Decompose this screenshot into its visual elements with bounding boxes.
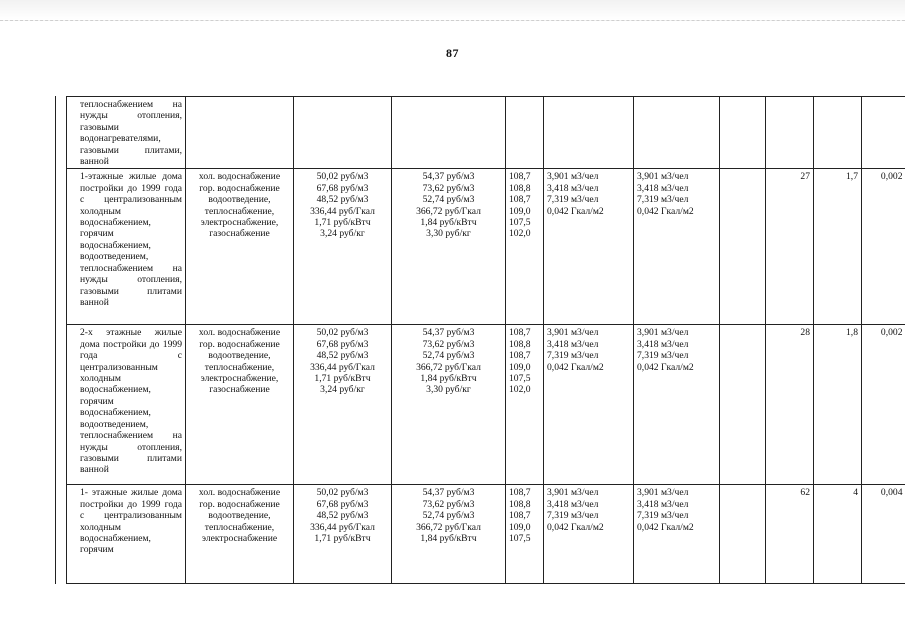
indices-cell	[506, 169, 544, 325]
tariffs-current-line: 67,68 руб/м3	[316, 338, 369, 350]
tariffs-new-line: 1,84 руб/кВтч	[420, 373, 477, 385]
table-row	[67, 169, 905, 325]
tariffs-current-line: 336,44 руб/Гкал	[310, 361, 375, 373]
tariffs-current-line: 48,52 руб/м3	[316, 350, 369, 362]
tariffs-current-line: 67,68 руб/м3	[316, 182, 369, 194]
norms-new-line: 3,901 м3/чел	[637, 327, 689, 339]
norms-new-cell	[634, 169, 720, 325]
services-line: хол. водоснабжение	[198, 327, 281, 339]
value-cell-a	[720, 169, 766, 325]
norms-current-cell	[544, 325, 634, 485]
tariffs-new-line: 3,30 руб/кг	[426, 384, 471, 396]
indices-line: 108,8	[509, 182, 531, 194]
norms-new-line: 7,319 м3/чел	[637, 350, 689, 362]
value-cell-d: 0,002	[862, 325, 905, 485]
tariffs-new-line: 52,74 руб/м3	[422, 194, 475, 206]
services-line: водоотведение,	[208, 194, 271, 206]
tariffs-new-line: 366,72 руб/Гкал	[416, 205, 481, 217]
norms-current-line: 3,418 м3/чел	[547, 498, 599, 510]
norms-current-line: 0,042 Гкал/м2	[547, 205, 604, 217]
services-cell	[186, 485, 294, 584]
value-cell-c: 1,7	[814, 169, 862, 325]
housing-description-cell: 1-этажные жилые дома постройки до 1999 года с централизованным холодным водоснабжением, горячим водоснабжением, водоотведением, теплоснабжением на нужды отопления, газовыми плитами ванной	[67, 169, 186, 325]
housing-description-cell: 2-х этажные жилые дома постройки до 1999 года с централизованным холодным водоснабжением, горячим водоснабжением, водоотведением, теплоснабжением на нужды отопления, газовыми плитами ванной	[67, 325, 186, 485]
tariffs-new-line: 1,84 руб/кВтч	[420, 217, 477, 229]
continuation-description-cell: теплоснабжением на нужды отопления, газовыми водонагревателями, газовыми плитами, ванной	[67, 97, 186, 169]
tariffs-new-line: 73,62 руб/м3	[422, 182, 475, 194]
table-frame-left-line	[55, 96, 56, 584]
tariffs-current-line: 50,02 руб/м3	[316, 171, 369, 183]
norms-current-line: 0,042 Гкал/м2	[547, 361, 604, 373]
tariffs-current-line: 1,71 руб/кВтч	[314, 373, 371, 385]
norms-current-line: 3,901 м3/чел	[547, 487, 599, 499]
indices-line: 107,5	[509, 533, 531, 545]
norms-new-line: 3,418 м3/чел	[637, 182, 689, 194]
tariffs-current-line: 336,44 руб/Гкал	[310, 521, 375, 533]
services-line: электроснабжение	[201, 533, 278, 545]
tariffs-new-line: 54,37 руб/м3	[422, 171, 475, 183]
norms-current-cell	[544, 485, 634, 584]
tariffs-current-line: 48,52 руб/м3	[316, 194, 369, 206]
tariffs-new-line: 54,37 руб/м3	[422, 487, 475, 499]
tariffs-new-line: 52,74 руб/м3	[422, 350, 475, 362]
tariffs-new-line: 73,62 руб/м3	[422, 498, 475, 510]
tariffs-new-line: 1,84 руб/кВтч	[420, 533, 477, 545]
services-line: водоотведение,	[208, 350, 271, 362]
tariffs-new-line: 73,62 руб/м3	[422, 338, 475, 350]
indices-line: 108,7	[509, 171, 531, 183]
services-line: водоотведение,	[208, 510, 271, 522]
empty-cell	[862, 97, 905, 169]
services-line: гор. водоснабжение	[199, 182, 280, 194]
norms-new-line: 3,901 м3/чел	[637, 171, 689, 183]
value-cell-b: 62	[766, 485, 814, 584]
value-cell-c: 4	[814, 485, 862, 584]
norms-new-line: 0,042 Гкал/м2	[637, 205, 694, 217]
table-row-continuation	[67, 97, 905, 169]
services-line: газоснабжение	[209, 384, 270, 396]
indices-line: 102,0	[509, 384, 531, 396]
norms-new-line: 7,319 м3/чел	[637, 510, 689, 522]
value-cell-b: 27	[766, 169, 814, 325]
empty-cell	[186, 97, 294, 169]
indices-line: 109,0	[509, 521, 531, 533]
services-line: электроснабжение,	[200, 373, 279, 385]
indices-line: 102,0	[509, 228, 531, 240]
housing-description-cell: 1- этажные жилые дома постройки до 1999 года с централизованным холодным водоснабжением, горячим	[67, 485, 186, 584]
table-row	[67, 485, 905, 584]
indices-line: 108,7	[509, 487, 531, 499]
tariffs-current-line: 3,24 руб/кг	[320, 384, 365, 396]
tariff-table	[66, 96, 905, 584]
tariffs-current-line: 67,68 руб/м3	[316, 498, 369, 510]
indices-line: 108,8	[509, 338, 531, 350]
tariffs-current-line: 3,24 руб/кг	[320, 228, 365, 240]
indices-line: 108,8	[509, 498, 531, 510]
services-cell	[186, 169, 294, 325]
services-line: хол. водоснабжение	[198, 487, 281, 499]
indices-line: 108,7	[509, 350, 531, 362]
empty-cell	[392, 97, 506, 169]
norms-new-line: 3,418 м3/чел	[637, 498, 689, 510]
indices-line: 109,0	[509, 361, 531, 373]
tariffs-current-cell	[294, 485, 392, 584]
tariffs-current-cell	[294, 325, 392, 485]
empty-cell	[766, 97, 814, 169]
page-number: 87	[446, 46, 459, 60]
value-cell-d: 0,002	[862, 169, 905, 325]
norms-new-line: 0,042 Гкал/м2	[637, 521, 694, 533]
empty-cell	[814, 97, 862, 169]
indices-line: 107,5	[509, 217, 531, 229]
value-cell-b: 28	[766, 325, 814, 485]
norms-current-line: 7,319 м3/чел	[547, 350, 599, 362]
tariffs-current-line: 50,02 руб/м3	[316, 487, 369, 499]
value-cell-a	[720, 325, 766, 485]
norms-current-line: 0,042 Гкал/м2	[547, 521, 604, 533]
empty-cell	[720, 97, 766, 169]
indices-cell	[506, 485, 544, 584]
norms-new-line: 3,901 м3/чел	[637, 487, 689, 499]
tariffs-new-line: 54,37 руб/м3	[422, 327, 475, 339]
empty-cell	[506, 97, 544, 169]
indices-line: 107,5	[509, 373, 531, 385]
services-line: гор. водоснабжение	[199, 338, 280, 350]
tariffs-new-line: 3,30 руб/кг	[426, 228, 471, 240]
norms-current-line: 7,319 м3/чел	[547, 510, 599, 522]
empty-cell	[634, 97, 720, 169]
norms-new-cell	[634, 325, 720, 485]
tariffs-current-line: 50,02 руб/м3	[316, 327, 369, 339]
tariffs-new-line: 52,74 руб/м3	[422, 510, 475, 522]
value-cell-d: 0,004	[862, 485, 905, 584]
norms-new-line: 7,319 м3/чел	[637, 194, 689, 206]
tariffs-new-cell	[392, 325, 506, 485]
norms-new-cell	[634, 485, 720, 584]
tariffs-new-cell	[392, 485, 506, 584]
tariffs-current-line: 1,71 руб/кВтч	[314, 217, 371, 229]
services-line: газоснабжение	[209, 228, 270, 240]
services-line: теплоснабжение,	[204, 521, 275, 533]
tariffs-new-line: 366,72 руб/Гкал	[416, 521, 481, 533]
norms-current-line: 3,418 м3/чел	[547, 182, 599, 194]
scan-top-edge	[0, 0, 905, 21]
services-cell	[186, 325, 294, 485]
indices-line: 109,0	[509, 205, 531, 217]
norms-current-line: 3,901 м3/чел	[547, 171, 599, 183]
services-line: гор. водоснабжение	[199, 498, 280, 510]
indices-cell	[506, 325, 544, 485]
value-cell-a	[720, 485, 766, 584]
tariffs-current-cell	[294, 169, 392, 325]
services-line: электроснабжение,	[200, 217, 279, 229]
norms-current-cell	[544, 169, 634, 325]
indices-line: 108,7	[509, 194, 531, 206]
table-row	[67, 325, 905, 485]
norms-new-line: 0,042 Гкал/м2	[637, 361, 694, 373]
tariffs-current-line: 336,44 руб/Гкал	[310, 205, 375, 217]
services-line: теплоснабжение,	[204, 205, 275, 217]
norms-current-line: 7,319 м3/чел	[547, 194, 599, 206]
empty-cell	[544, 97, 634, 169]
empty-cell	[294, 97, 392, 169]
services-line: хол. водоснабжение	[198, 171, 281, 183]
indices-line: 108,7	[509, 510, 531, 522]
norms-current-line: 3,901 м3/чел	[547, 327, 599, 339]
services-line: теплоснабжение,	[204, 361, 275, 373]
value-cell-c: 1,8	[814, 325, 862, 485]
tariffs-current-line: 1,71 руб/кВтч	[314, 533, 371, 545]
tariffs-new-cell	[392, 169, 506, 325]
tariffs-current-line: 48,52 руб/м3	[316, 510, 369, 522]
tariffs-new-line: 366,72 руб/Гкал	[416, 361, 481, 373]
norms-current-line: 3,418 м3/чел	[547, 338, 599, 350]
indices-line: 108,7	[509, 327, 531, 339]
norms-new-line: 3,418 м3/чел	[637, 338, 689, 350]
